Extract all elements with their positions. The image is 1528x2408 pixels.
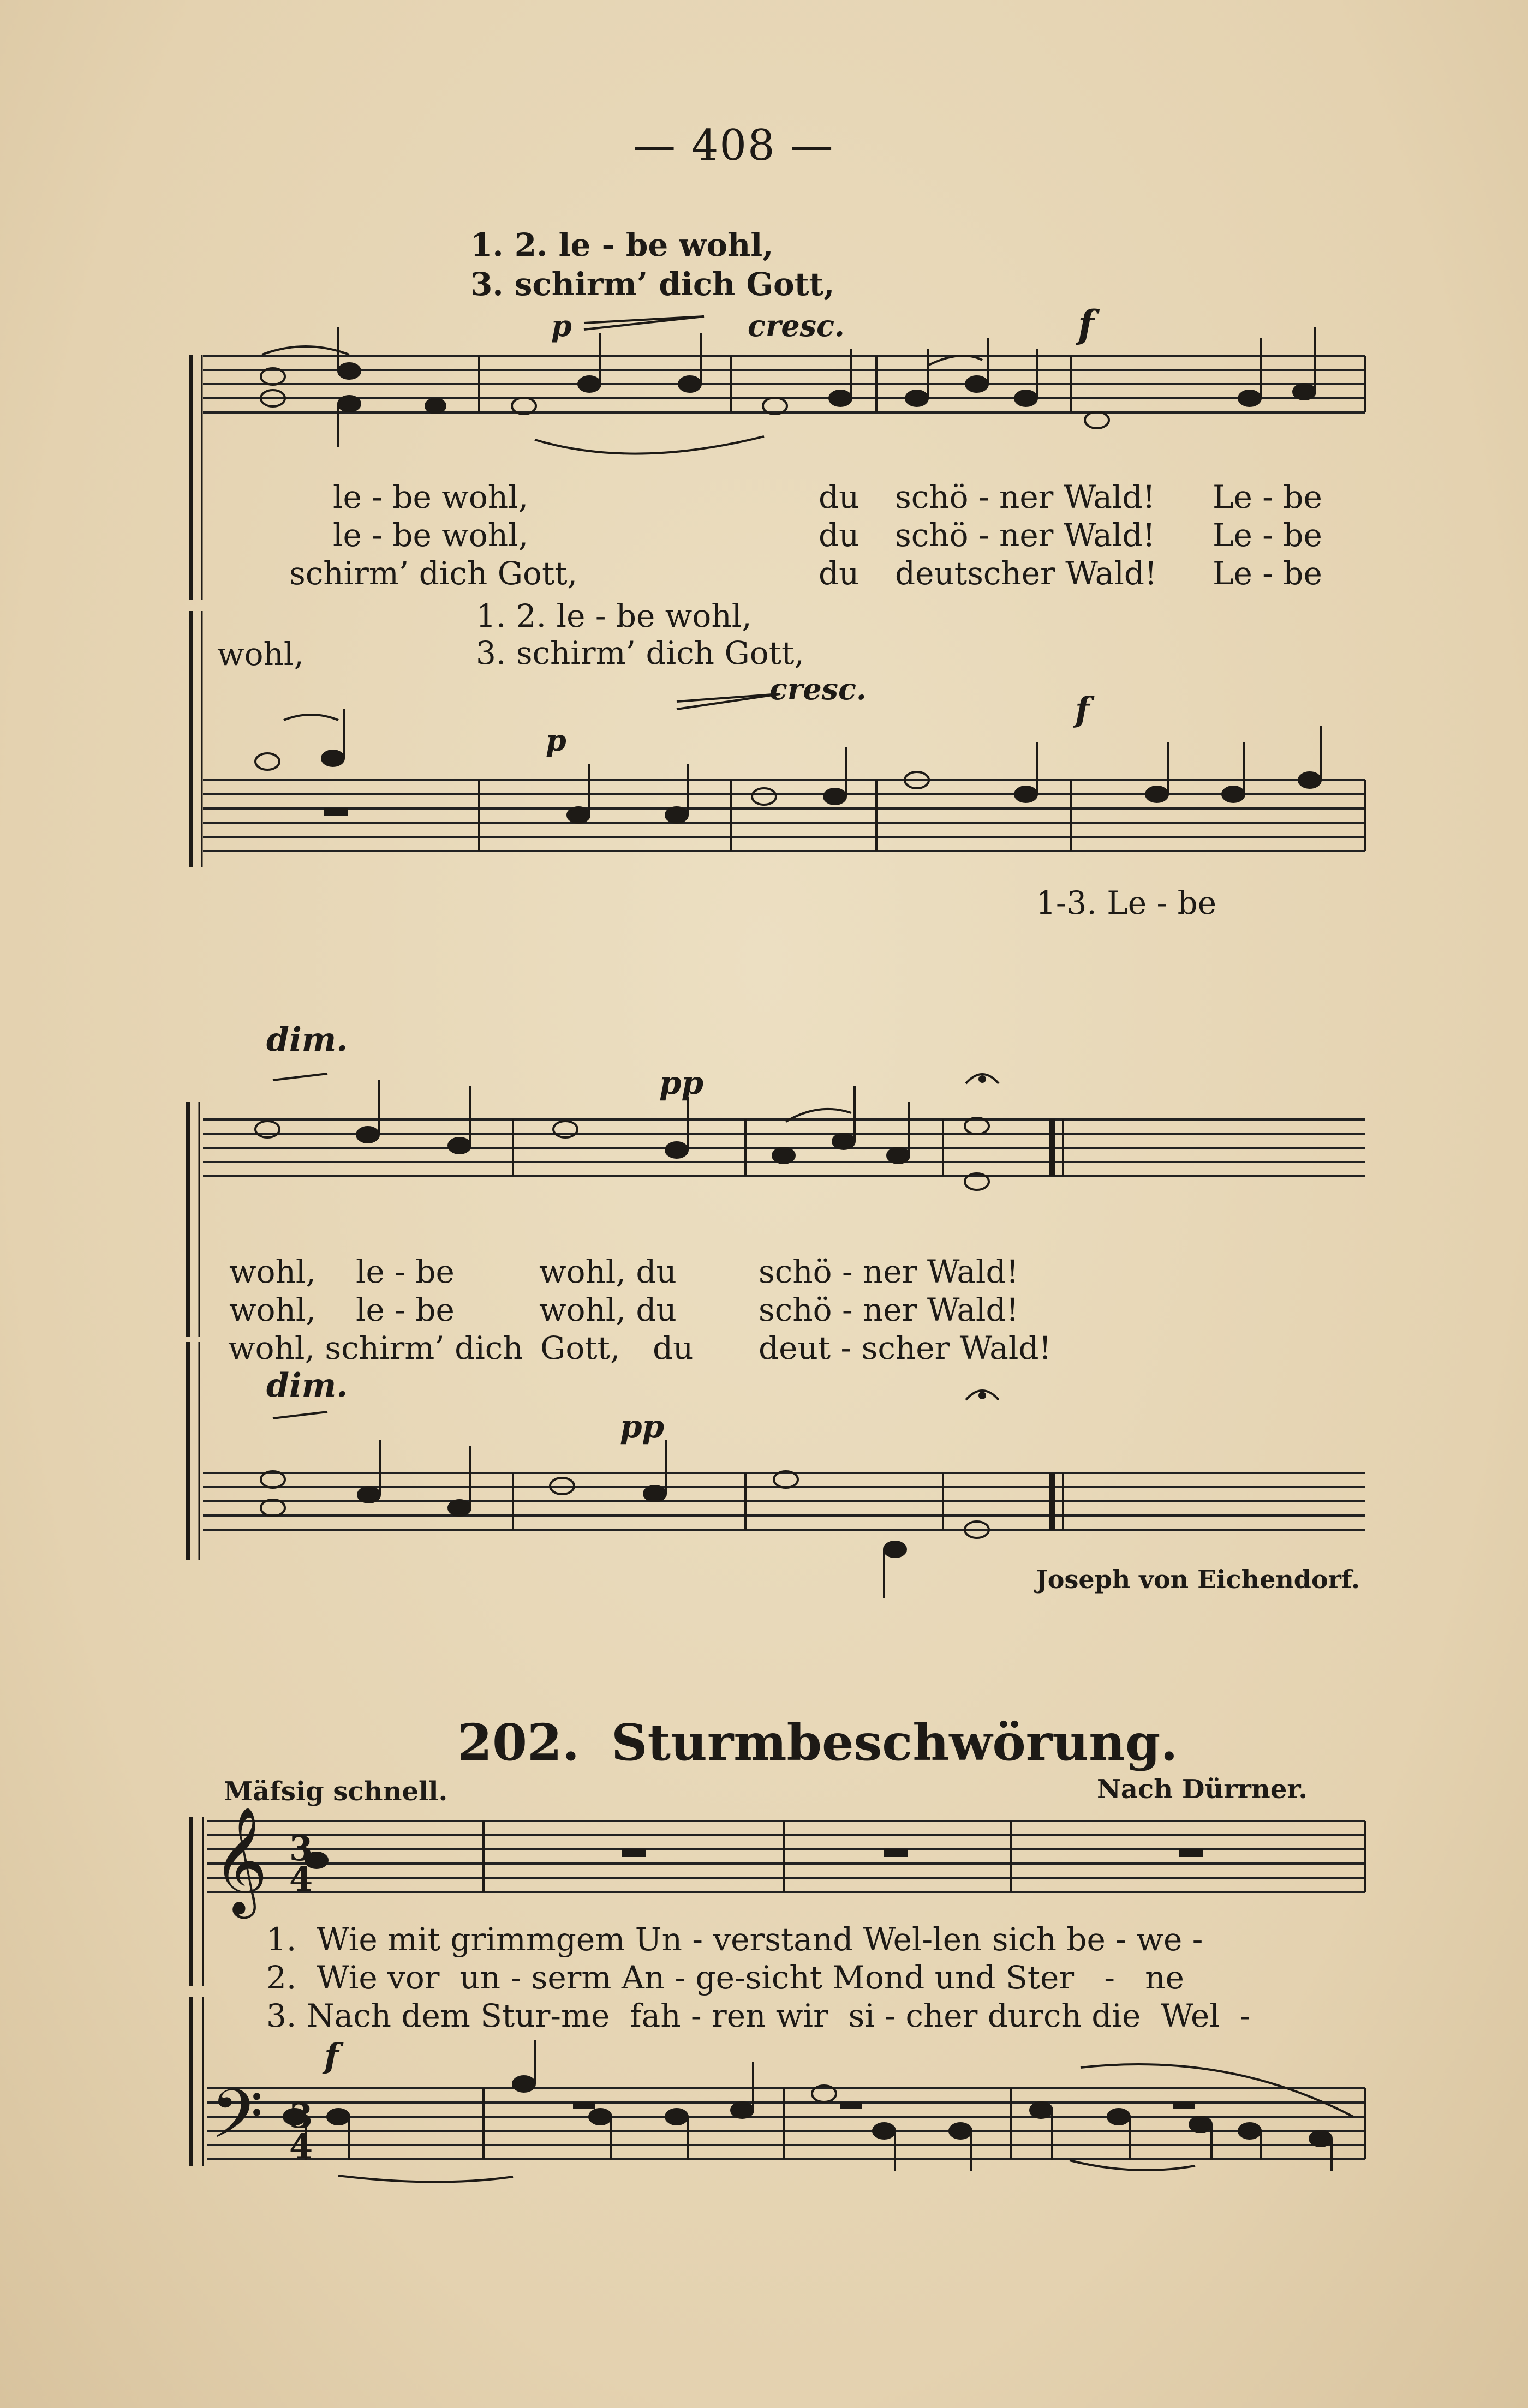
dynamic-dim: dim. — [266, 1021, 348, 1059]
verse-label-lower-b: 3. schirm’ dich Gott, — [476, 634, 804, 672]
lyric-s2-1d: schö - ner Wald! — [759, 1253, 1019, 1290]
verse-1: 1. Wie mit grimmgem Un - verstand Wel-len sich be - we - — [266, 1921, 1203, 1958]
lyric-s2-1c: wohl, du — [539, 1253, 677, 1290]
svg-text:3: 3 — [289, 2096, 313, 2136]
lyric-line-1b: du — [819, 478, 860, 516]
bass-lyric: 1-3. Le - be — [1036, 884, 1217, 921]
note-stems — [306, 327, 1332, 2171]
tempo-marking: Mäfsig schnell. — [224, 1776, 448, 1807]
dynamic-pp-lower: pp — [620, 1408, 665, 1445]
svg-text:𝄢: 𝄢 — [211, 2075, 264, 2170]
dynamic-cresc: cresc. — [748, 308, 845, 343]
whole-rests — [324, 808, 1203, 2109]
lyric-line-1c: schö - ner Wald! — [895, 478, 1155, 516]
lyric-line-2d: Le - be — [1213, 517, 1322, 554]
lyric-line-2b: du — [819, 517, 860, 554]
bar-lines — [479, 356, 1365, 2159]
lyric-line-2c: schö - ner Wald! — [895, 517, 1155, 554]
lyric-line-3c: deutscher Wald! — [895, 555, 1157, 592]
fermatas — [966, 1074, 999, 1400]
verse-label-upper-b: 3. schirm’ dich Gott, — [470, 266, 835, 303]
system-brackets — [188, 355, 203, 2166]
dynamic-f-bass: f — [324, 2036, 339, 2076]
song-number: 202. — [457, 1713, 580, 1772]
dynamic-p-lower: p — [546, 723, 566, 758]
lyric-line-2a: le - be wohl, — [333, 517, 529, 554]
lyric-s2-3a: wohl, schirm’ dich — [228, 1329, 523, 1367]
staff-s2-lower — [203, 1473, 1365, 1530]
lower-lead-word: wohl, — [217, 636, 304, 673]
clefs-time-signatures — [211, 1806, 313, 2170]
dynamic-cresc-lower: cresc. — [769, 672, 867, 706]
lyric-s2-3c: du — [653, 1329, 694, 1367]
dynamic-dim-lower: dim. — [266, 1367, 348, 1405]
dynamic-f-lower: f — [1075, 690, 1090, 729]
lyric-s2-1a: wohl, — [229, 1253, 316, 1290]
lyric-s2-2a: wohl, — [229, 1291, 316, 1328]
dynamic-f: f — [1078, 302, 1095, 347]
svg-text:4: 4 — [289, 2127, 313, 2166]
dynamic-pp: pp — [659, 1064, 704, 1101]
verse-3: 3. Nach dem Stur-me fah - ren wir si - cher durch die Wel - — [266, 1997, 1251, 2034]
lyric-s2-2b: le - be — [356, 1291, 455, 1328]
svg-text:4: 4 — [289, 1859, 313, 1899]
verse-2: 2. Wie vor un - serm An - ge-sicht Mond und Ster - ne — [266, 1959, 1184, 1996]
verse-label-lower-a: 1. 2. le - be wohl, — [476, 597, 752, 634]
lyricist-credit: Joseph von Eichendorf. — [1036, 1565, 1360, 1594]
composer-credit: Nach Dürrner. — [1097, 1774, 1308, 1805]
svg-text:3: 3 — [289, 1829, 313, 1868]
lyric-s2-3b: Gott, — [540, 1329, 620, 1367]
lyric-s2-1b: le - be — [356, 1253, 455, 1290]
lyric-line-1d: Le - be — [1213, 478, 1322, 516]
page-number: — 408 — — [633, 121, 834, 170]
lyric-s2-2c: wohl, du — [539, 1291, 677, 1328]
verse-label-upper-a: 1. 2. le - be wohl, — [470, 226, 774, 263]
lyric-line-3a: schirm’ dich Gott, — [289, 555, 578, 592]
staff-s1-lower — [203, 780, 1365, 851]
lyric-line-3d: Le - be — [1213, 555, 1322, 592]
dynamic-p: p — [551, 308, 572, 343]
lyric-s2-3d: deut - scher Wald! — [759, 1329, 1052, 1367]
lyric-s2-2d: schö - ner Wald! — [759, 1291, 1019, 1328]
lyric-line-3b: du — [819, 555, 860, 592]
staff-s1-upper — [203, 356, 1365, 412]
svg-text:𝄞: 𝄞 — [213, 1806, 268, 1914]
lyric-line-1a: le - be wohl, — [333, 478, 529, 516]
slurs-and-hairpins — [262, 316, 1353, 2182]
song-title: Sturmbeschwörung. — [611, 1713, 1178, 1772]
